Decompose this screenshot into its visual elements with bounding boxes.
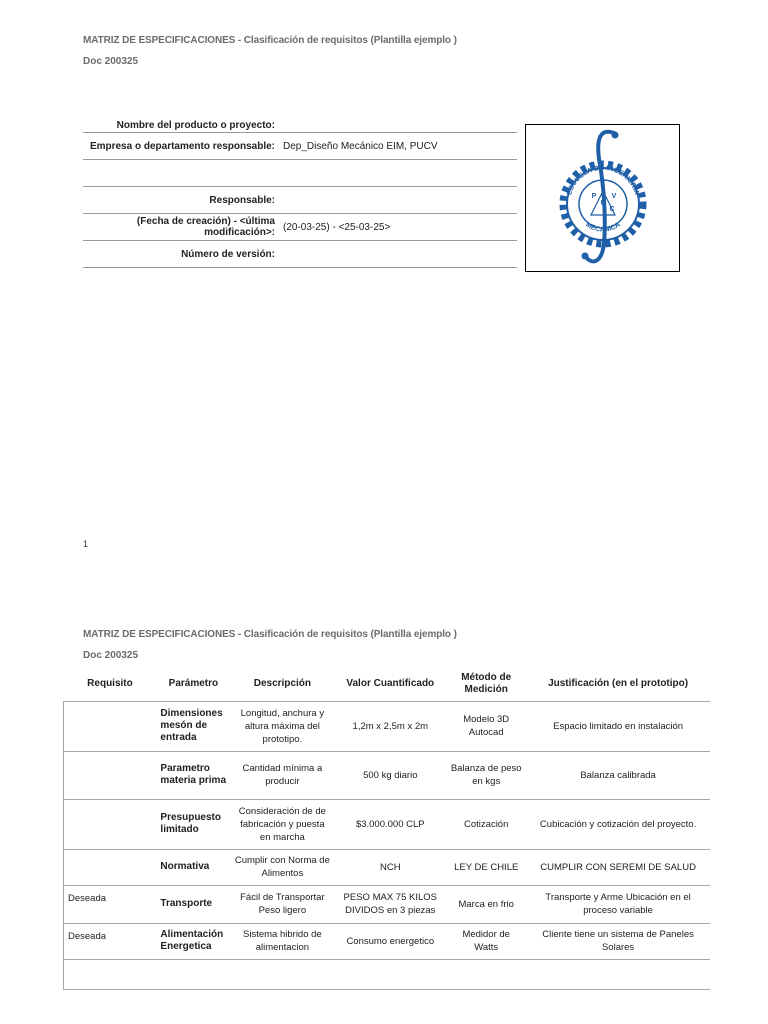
info-row (83, 187, 517, 214)
cell-valor: Consumo energetico (334, 923, 446, 959)
requirements-table (63, 667, 710, 990)
info-label: Responsable: (209, 194, 275, 206)
info-row (83, 118, 517, 133)
document-title: MATRIZ DE ESPECIFICACIONES - Clasificación de requisitos (Plantilla ejemplo ) (83, 629, 457, 640)
column-header: Requisito (87, 677, 133, 689)
cell-valor: 500 kg diario (334, 751, 446, 799)
cell-valor: $3.000.000 CLP (334, 799, 446, 849)
cell-justificacion: Balanza calibrada (526, 751, 710, 799)
logo-letter: V (611, 193, 617, 200)
cell-descripcion: Longitud, anchura y altura máxima del prototipo. (230, 701, 334, 751)
cell-empty (334, 959, 446, 989)
cell-requisito (64, 799, 157, 849)
cell-descripcion: Cantidad mínima a producir (230, 751, 334, 799)
column-header: Método de Medición (461, 671, 512, 695)
table-row (64, 701, 711, 751)
cell-justificacion: Cubicación y cotización del proyecto. (526, 799, 710, 849)
cell-valor: 1,2m x 2,5m x 2m (334, 701, 446, 751)
table-row (64, 849, 711, 885)
logo-top-text: ESCUELA DE INGENIERIA (566, 164, 640, 196)
info-label: Nombre del producto o proyecto: (116, 119, 275, 131)
school-logo-icon (526, 125, 679, 271)
logo-bottom-text: MECANICA (584, 221, 622, 234)
cell-justificacion: Transporte y Arme Ubicación en el proceso variable (526, 885, 710, 923)
cell-empty (526, 959, 710, 989)
table-row (64, 751, 711, 799)
document-code: Doc 200325 (83, 650, 139, 661)
table-row (64, 799, 711, 849)
cell-metodo: LEY DE CHILE (446, 849, 526, 885)
column-header: Parámetro (168, 677, 219, 689)
cell-requisito: Deseada (64, 923, 157, 959)
table-row-empty (64, 959, 711, 989)
cell-requisito (64, 849, 157, 885)
cell-metodo: Cotización (446, 799, 526, 849)
cell-metodo: Medidor de Watts (446, 923, 526, 959)
logo-letter: P (591, 193, 597, 200)
cell-descripcion: Sistema hibrido de alimentacion (230, 923, 334, 959)
cell-empty (230, 959, 334, 989)
cell-parametro: Transporte (156, 885, 230, 923)
info-value: (20-03-25) - <25-03-25> (283, 221, 391, 233)
cell-parametro: Presupuesto limitado (156, 799, 230, 849)
page-number: 1 (83, 539, 89, 549)
cell-empty (156, 959, 230, 989)
cell-parametro: Normativa (156, 849, 230, 885)
cell-empty (64, 959, 157, 989)
cell-justificacion: Espacio limitado en instalación (526, 701, 710, 751)
cell-empty (446, 959, 526, 989)
table-row (64, 923, 711, 959)
info-row (83, 160, 517, 187)
column-header: Descripción (253, 677, 311, 689)
cell-parametro: Alimentación Energetica (156, 923, 230, 959)
cell-parametro: Parametro materia prima (156, 751, 230, 799)
info-label: Empresa o departamento responsable: (89, 140, 275, 152)
cell-valor: NCH (334, 849, 446, 885)
table-header-row (64, 667, 711, 701)
cell-justificacion: CUMPLIR CON SEREMI DE SALUD (526, 849, 710, 885)
cell-requisito: Deseada (64, 885, 157, 923)
cell-requisito (64, 751, 157, 799)
cell-requisito (64, 701, 157, 751)
info-value: Dep_Diseño Mecánico EIM, PUCV (283, 140, 438, 152)
project-info-block (83, 118, 517, 268)
table-row (64, 885, 711, 923)
document-title: MATRIZ DE ESPECIFICACIONES - Clasificación de requisitos (Plantilla ejemplo ) (83, 35, 457, 46)
document-code: Doc 200325 (83, 56, 139, 67)
cell-descripcion: Consideración de de fabricación y puesta en marcha (230, 799, 334, 849)
info-row (83, 133, 517, 160)
cell-metodo: Balanza de peso en kgs (446, 751, 526, 799)
cell-descripcion: Cumplir con Norma de Alimentos (230, 849, 334, 885)
cell-valor: PESO MAX 75 KILOS DIVIDOS en 3 piezas (334, 885, 446, 923)
cell-metodo: Marca en frio (446, 885, 526, 923)
cell-descripcion: Fácil de Transportar Peso ligero (230, 885, 334, 923)
column-header: Valor Cuantificado (346, 677, 435, 689)
info-label: Número de versión: (181, 248, 275, 260)
logo-letter: C (609, 206, 615, 213)
logo-frame (525, 124, 680, 272)
logo-letter: U (600, 200, 606, 207)
column-header: Justificación (en el prototipo) (548, 677, 689, 689)
cell-parametro: Dimensiones mesón de entrada (156, 701, 230, 751)
info-row (83, 241, 517, 268)
info-label: (Fecha de creación) - <última modificación>: (136, 216, 275, 238)
info-row (83, 214, 517, 241)
cell-metodo: Modelo 3D Autocad (446, 701, 526, 751)
cell-justificacion: Cliente tiene un sistema de Paneles Solares (526, 923, 710, 959)
